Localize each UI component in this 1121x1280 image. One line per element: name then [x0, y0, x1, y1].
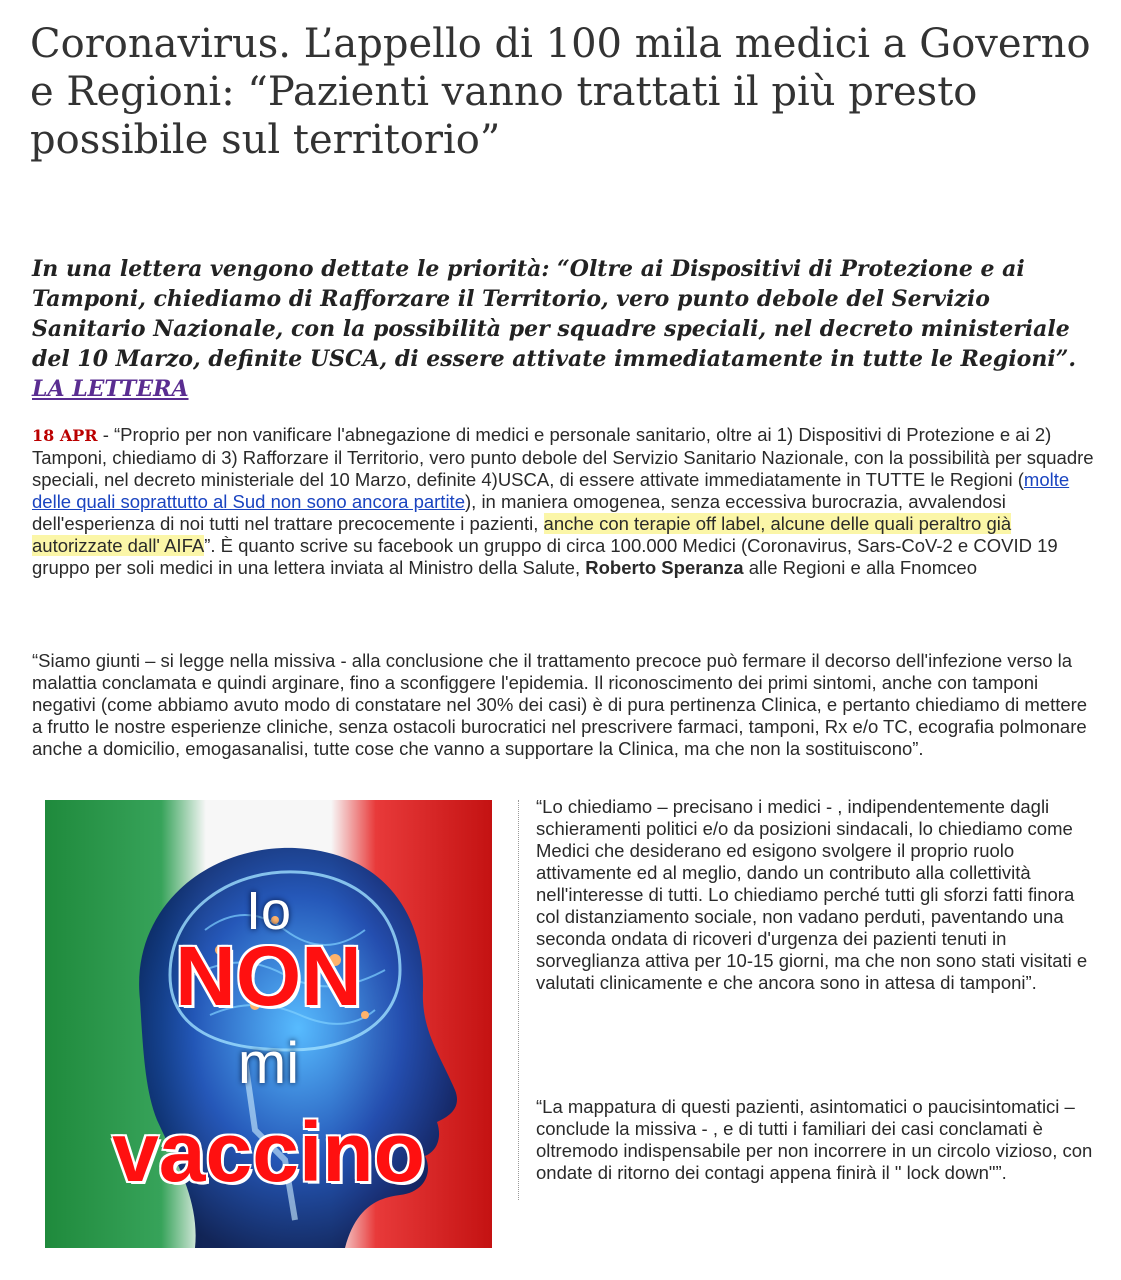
paragraph-3: “Lo chiediamo – precisano i medici - , indipendentemente dagli schieramenti politici e/o da posizioni sindacali, lo chiediamo come Medici che desiderano ed esigono svolgere il proprio ruolo attivamente ed al meglio, dando un contributo alla collettività nell'interesse di tutti. Lo chiediamo perché tutti gli sforzi fatti finora col distanziamento sociale, non vadano perduti, paventando una seconda ondata di ricoveri d'urgenza dei pazienti tenuti in sorveglianza attiva per 10-15 giorni, ma che non sono stati visitati e valutati clinicamente e che ancora sono in attesa di tamponi”.: [536, 796, 1088, 993]
article-title: Coronavirus. L’appello di 100 mila medici a Governo e Regioni: “Pazienti vanno trattati il più presto possibile sul territorio”: [30, 21, 1091, 163]
p1-part-a: - “Proprio per non vanificare l'abnegazione di medici e personale sanitario, oltre ai 1) Dispositivi di Protezione e ai 2) Tamponi, chiediamo di 3) Rafforzare il Territorio, vero punto debole del Servizio Sanitario Nazionale, con la possibilità per squadre speciali, nel decreto ministeriale del 10 Marzo, definite 4)USCA, di essere attivate immediatamente in TUTTE le Regioni (: [32, 424, 1094, 490]
lead-letter-link[interactable]: LA LETTERA: [32, 376, 189, 402]
highlighted-text: anche con terapie off label, alcune delle quali peraltro già autorizzate dall' AIFA: [32, 513, 1012, 556]
anti-vaccine-poster: [45, 800, 492, 1248]
p1-part-d: alle Regioni e alla Fnomceo: [743, 557, 977, 578]
paragraph-1: [32, 424, 1102, 579]
p1-part-b: ), in maniera omogenea, senza eccessiva burocrazia, avvalendosi dell'esperienza di noi tutti nel trattare precocemente i pazienti,: [32, 491, 1006, 534]
article-date: 18 APR: [32, 426, 98, 445]
poster-line-4: vaccino: [112, 1105, 425, 1199]
article-lead: [32, 254, 1092, 404]
minister-name: Roberto Speranza: [585, 557, 744, 578]
poster-line-2: NON: [175, 929, 362, 1023]
p1-part-c: ”. È quanto scrive su facebook un gruppo di circa 100.000 Medici (Coronavirus, Sars-CoV-2 e COVID 19 gruppo per soli medici in una lettera inviata al Ministro della Salute,: [32, 535, 1058, 578]
poster-line-1: Io: [245, 881, 292, 941]
poster-line-3: mi: [237, 1031, 300, 1096]
regions-link[interactable]: molte delle quali soprattutto al Sud non sono ancora partite: [32, 469, 1070, 512]
column-divider: [518, 800, 519, 1200]
paragraph-4: “La mappatura di questi pazienti, asintomatici o paucisintomatici – conclude la missiva - , e di tutti i familiari dei casi conclamati è oltremodo indispensabile per non incorrere in un circolo vizioso, con ondate di ritorno dei contagi appena finirà il " lock down"”.: [536, 1096, 1093, 1183]
lead-text: In una lettera vengono dettate le priorità: “Oltre ai Dispositivi di Protezione e ai Tamponi, chiediamo di Rafforzare il Territorio, vero punto debole del Servizio Sanitario Nazionale, con la possibilità per squadre speciali, nel decreto ministeriale del 10 Marzo, definite USCA, di essere attivate immediatamente in tutte le Regioni”.: [32, 256, 1077, 372]
paragraph-2: “Siamo giunti – si legge nella missiva - alla conclusione che il trattamento precoce può fermare il decorso dell'infezione verso la malattia conclamata e quindi arginare, fino a sconfiggere l'epidemia. Il riconoscimento dei primi sintomi, anche con tamponi negativi (come abbiamo avuto modo di constatare nel 30% dei casi) è di pura pertinenza Clinica, e pertanto chiediamo di mettere a frutto le nostre esperienze cliniche, senza ostacoli burocratici nel prescrivere farmaci, tamponi, Rx e/o TC, ecografia polmonare anche a domicilio, emogasanalisi, tutte cose che vanno a supportare la Clinica, ma che non la sostituiscono”.: [32, 650, 1088, 759]
